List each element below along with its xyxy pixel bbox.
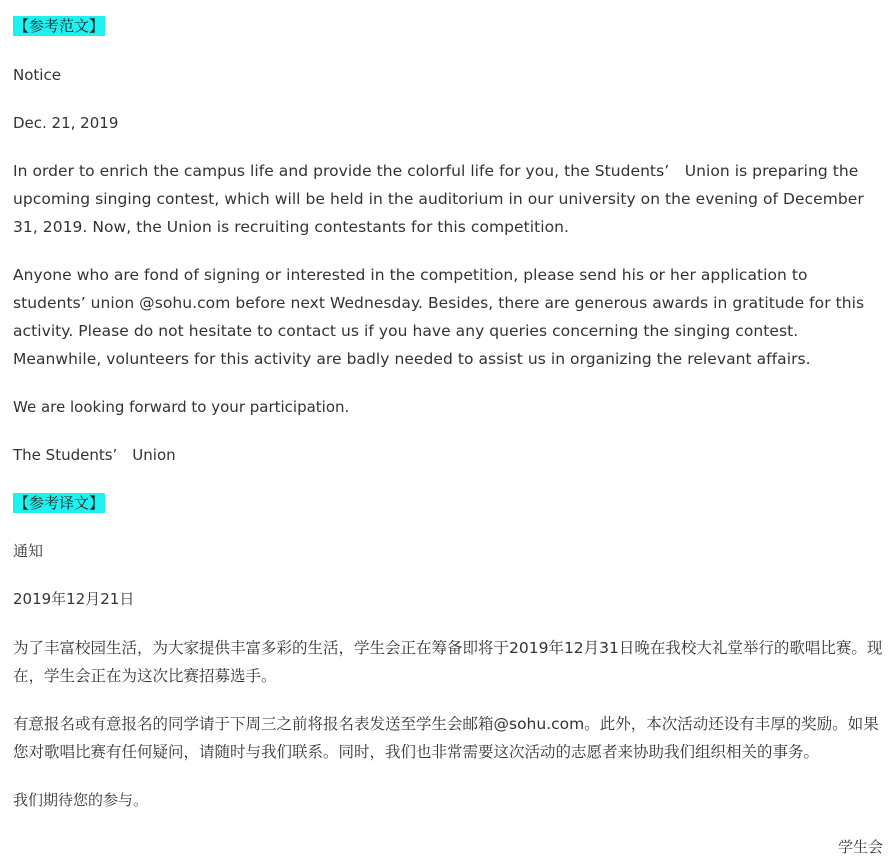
essay-signature: The Students’ Union [13, 446, 176, 464]
reference-translation-tag: 【参考译文】 [14, 494, 105, 512]
translation-paragraph-1: 为了丰富校园生活，为大家提供丰富多彩的生活，学生会正在筹备即将于2019年12月31日晚在我校大礼堂举行的歌唱比赛。现在，学生会正在为这次比赛招募选手。 [13, 639, 883, 685]
essay-title: Notice [13, 66, 61, 84]
translation-signature: 学生会 [837, 838, 883, 856]
essay-paragraph-1: In order to enrich the campus life and provide the colorful life for you, the Students’ Union is preparing the upcoming singing contest, which will be held in the auditorium in our university on the evening of December 31, 2019. Now, the Union is recruiting contestants for this competition. [13, 162, 864, 236]
translation-paragraph-2: 有意报名或有意报名的同学请于下周三之前将报名表发送至学生会邮箱@sohu.com。此外，本次活动还设有丰厚的奖励。如果您对歌唱比赛有任何疑问，请随时与我们联系。同时，我们也非常需要这次活动的志愿者来协助我们组织相关的事务。 [13, 715, 879, 761]
essay-paragraph-2: Anyone who are fond of signing or interested in the competition, please send his or her application to students’ union @sohu.com before next Wednesday. Besides, there are generous awards in gratitude for this activity. Please do not hesitate to contact us if you have any queries concerning the singing contest. Meanwhile, volunteers for this activity are badly needed to assist us in organizing the relevant affairs. [13, 266, 865, 368]
essay-date: Dec. 21, 2019 [13, 114, 119, 132]
translation-date: 2019年12月21日 [13, 590, 135, 608]
translation-paragraph-3: 我们期待您的参与。 [13, 791, 149, 809]
reference-essay-tag: 【参考范文】 [14, 17, 105, 35]
translation-title: 通知 [13, 542, 44, 560]
essay-paragraph-3: We are looking forward to your participation. [13, 398, 350, 416]
